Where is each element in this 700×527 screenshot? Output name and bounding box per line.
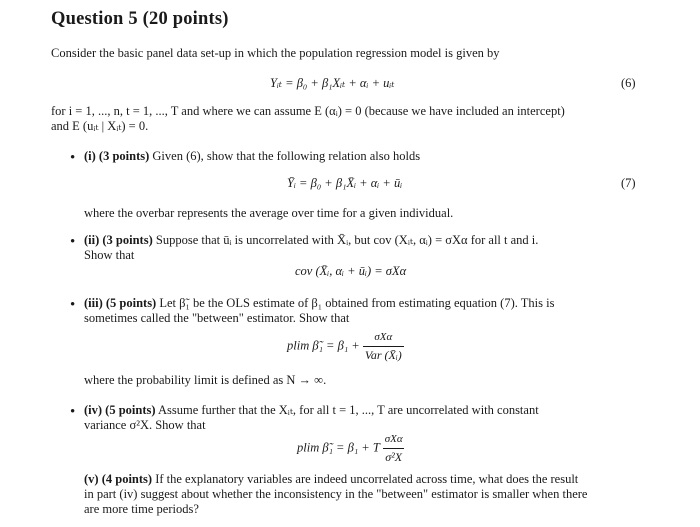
equation-plim-T xyxy=(297,432,405,465)
part-iv-line-2: variance σ²X. Show that xyxy=(84,418,206,432)
equation-7-number: (7) xyxy=(621,176,636,190)
bullet-icon: • xyxy=(70,150,76,166)
fraction-denominator: σ²X xyxy=(385,450,403,464)
fraction-denominator: Var (X̄ᵢ) xyxy=(364,348,402,362)
equation-cov: cov (X̄ᵢ, αᵢ + ūᵢ) = σXα xyxy=(295,264,407,278)
equation-plim-between xyxy=(287,330,404,363)
part-iii xyxy=(84,296,554,311)
part-v-line-2: in part (iv) suggest about whether the inconsistency in the "between" estimator is smaller when there xyxy=(84,487,588,501)
assumption-line-1: for i = 1, ..., n, t = 1, ..., T and where we can assume E (αᵢ) = 0 (because we have included an intercept) xyxy=(51,104,565,118)
part-iii-after: where the probability limit is defined as N → ∞. xyxy=(84,373,327,387)
fraction xyxy=(383,432,405,465)
plim-left: plim β̃₁ = β₁ + xyxy=(287,338,360,353)
fraction xyxy=(363,330,404,363)
part-i-label: (i) (3 points) xyxy=(84,149,150,163)
bullet-icon: • xyxy=(70,404,76,420)
bullet-icon: • xyxy=(70,234,76,250)
part-i xyxy=(84,149,420,164)
intro-text: Consider the basic panel data set-up in which the population regression model is given by xyxy=(51,46,500,60)
part-iii-line-2: sometimes called the "between" estimator. Show that xyxy=(84,311,350,325)
question-title: Question 5 (20 points) xyxy=(51,9,229,29)
part-v-label: (v) (4 points) xyxy=(84,472,153,486)
fraction-numerator: σXα xyxy=(384,433,403,445)
equation-7: Ȳᵢ = β₀ + β₁X̄ᵢ + αᵢ + ūᵢ xyxy=(287,176,403,190)
bullet-icon: • xyxy=(70,297,76,313)
assumption-line-2: and E (uᵢₜ | Xᵢₜ) = 0. xyxy=(51,119,149,133)
plim-left: plim β̃₁ = β₁ + T xyxy=(297,440,380,455)
part-iii-label: (iii) (5 points) xyxy=(84,296,157,310)
part-v xyxy=(84,472,578,487)
part-iv xyxy=(84,403,539,418)
part-i-after: where the overbar represents the average over time for a given individual. xyxy=(84,206,454,220)
part-ii-label: (ii) (3 points) xyxy=(84,233,153,247)
equation-6: Yᵢₜ = β₀ + β₁Xᵢₜ + αᵢ + uᵢₜ xyxy=(270,76,395,90)
part-v-text: If the explanatory variables are indeed uncorrelated across time, what does the result xyxy=(155,472,579,486)
part-iv-text: Assume further that the Xᵢₜ, for all t = 1, ..., T are uncorrelated with constant xyxy=(157,403,539,417)
part-iv-label: (iv) (5 points) xyxy=(84,403,156,417)
equation-6-number: (6) xyxy=(621,76,636,90)
fraction-numerator: σXα xyxy=(374,331,393,343)
part-iii-text: Let β̃₁ be the OLS estimate of β₁ obtained from estimating equation (7). This is xyxy=(159,296,555,310)
part-ii xyxy=(84,233,538,248)
part-v-line-3: are more time periods? xyxy=(84,502,199,516)
part-i-text: Given (6), show that the following relation also holds xyxy=(152,149,421,163)
part-ii-line-2: Show that xyxy=(84,248,135,262)
part-ii-text: Suppose that ūᵢ is uncorrelated with X̄ᵢ, but cov (Xᵢₜ, αᵢ) = σXα for all t and i. xyxy=(155,233,539,247)
